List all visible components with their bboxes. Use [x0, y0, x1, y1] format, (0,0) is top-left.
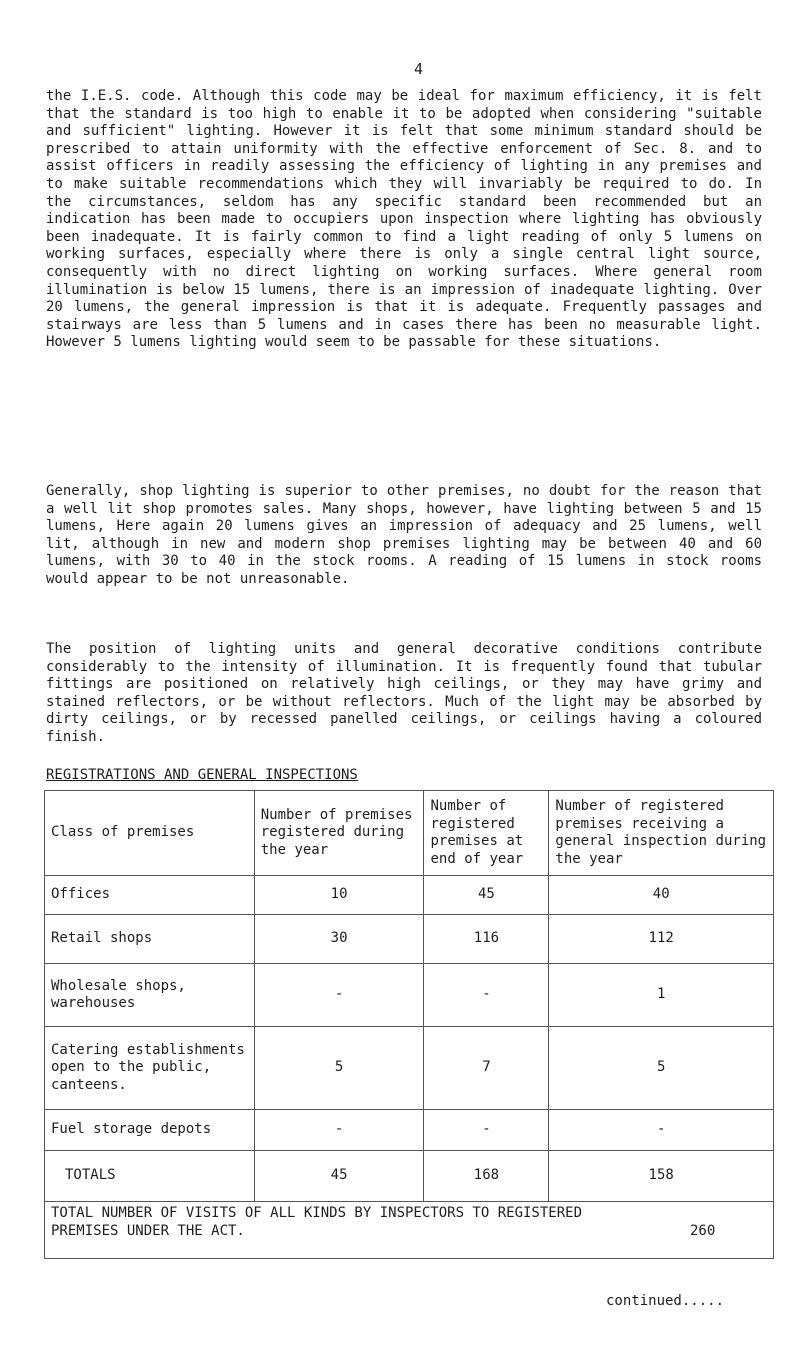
cell-class: Catering establishments open to the public, canteens.	[45, 1027, 255, 1110]
paragraph-shop-lighting: Generally, shop lighting is superior to other premises, no doubt for the reason that a well lit shop promotes sales. Many shops, however, have lighting between 5 and 15 lumens, Here again 20 lumens gives an impression of adequacy and 25 lumens, well lit, although in new and modern shop premises lighting may be between 40 and 60 lumens, with 30 to 40 in the stock rooms. A reading of 15 lumens in stock rooms would appear to be not unreasonable.	[46, 483, 762, 587]
cell-class: Wholesale shops, warehouses	[45, 964, 255, 1027]
table-row	[45, 964, 774, 1027]
table-totals-row	[45, 1151, 774, 1202]
cell-general-inspection: 1	[549, 964, 774, 1027]
cell-registered-end-of-year: -	[424, 964, 549, 1027]
cell-totals-label: TOTALS	[45, 1151, 255, 1202]
cell-registered-during-year: 10	[254, 876, 424, 915]
cell-class: Offices	[45, 876, 255, 915]
cell-total-general-inspection: 158	[549, 1151, 774, 1202]
paragraph-lighting-standards: the I.E.S. code. Although this code may be ideal for maximum efficiency, it is felt that the standard is too high to enable it to be adopted when considering "suitable and sufficient" lighting. However it is felt that some minimum standard should be prescribed to attain uniformity with the effective enforcement of Sec. 8. and to assist officers in readily assessing the efficiency of lighting in any premises and to make suitable recommendations which they will invariably be required to do. In the circumstances, seldom has any specific standard been recommended but an indication has been made to occupiers upon inspection where lighting has obviously been inadequate. It is fairly common to find a light reading of only 5 lumens on working surfaces, especially where there is only a single central light source, consequently with no direct lighting on working surfaces. Where general room illumination is below 15 lumens, there is an impression of inadequate lighting. Over 20 lumens, the general impression is that it is adequate. Frequently passages and stairways are less than 5 lumens and in cases there has been no measurable light. However 5 lumens lighting would seem to be passable for these situations.	[46, 88, 762, 351]
cell-registered-end-of-year: 45	[424, 876, 549, 915]
registrations-table	[44, 790, 774, 1202]
header-class-of-premises: Class of premises	[45, 791, 255, 876]
total-visits-box	[44, 1201, 774, 1259]
cell-registered-during-year: -	[254, 1110, 424, 1151]
cell-general-inspection: 5	[549, 1027, 774, 1110]
table-row	[45, 915, 774, 964]
header-general-inspection: Number of registered premises receiving a general inspection during the year	[549, 791, 774, 876]
header-registered-during-year: Number of premises registered during the year	[254, 791, 424, 876]
cell-total-registered-end-of-year: 168	[424, 1151, 549, 1202]
cell-registered-end-of-year: 7	[424, 1027, 549, 1110]
cell-registered-during-year: 5	[254, 1027, 424, 1110]
section-heading: REGISTRATIONS AND GENERAL INSPECTIONS	[46, 767, 358, 783]
cell-general-inspection: -	[549, 1110, 774, 1151]
cell-class: Fuel storage depots	[45, 1110, 255, 1151]
total-visits-label: TOTAL NUMBER OF VISITS OF ALL KINDS BY INSPECTORS TO REGISTERED PREMISES UNDER THE ACT.	[51, 1205, 583, 1239]
cell-class: Retail shops	[45, 915, 255, 964]
cell-total-registered-during-year: 45	[254, 1151, 424, 1202]
cell-registered-during-year: 30	[254, 915, 424, 964]
cell-registered-end-of-year: -	[424, 1110, 549, 1151]
table-header-row	[45, 791, 774, 876]
cell-general-inspection: 112	[549, 915, 774, 964]
cell-general-inspection: 40	[549, 876, 774, 915]
paragraph-lighting-position: The position of lighting units and general decorative conditions contribute considerably to the intensity of illumination. It is frequently found that tubular fittings are positioned on relatively high ceilings, or they may have grimy and stained reflectors, or be without reflectors. Much of the light may be absorbed by dirty ceilings, or by recessed panelled ceilings, or ceilings having a coloured finish.	[46, 641, 762, 745]
cell-registered-end-of-year: 116	[424, 915, 549, 964]
continued-note: continued.....	[606, 1293, 725, 1309]
header-registered-end-of-year: Number of registered premises at end of year	[424, 791, 549, 876]
page-number: 4	[414, 60, 424, 78]
table-row	[45, 876, 774, 915]
table-row	[45, 1027, 774, 1110]
table-row	[45, 1110, 774, 1151]
cell-registered-during-year: -	[254, 964, 424, 1027]
total-visits-value: 260	[690, 1223, 716, 1239]
